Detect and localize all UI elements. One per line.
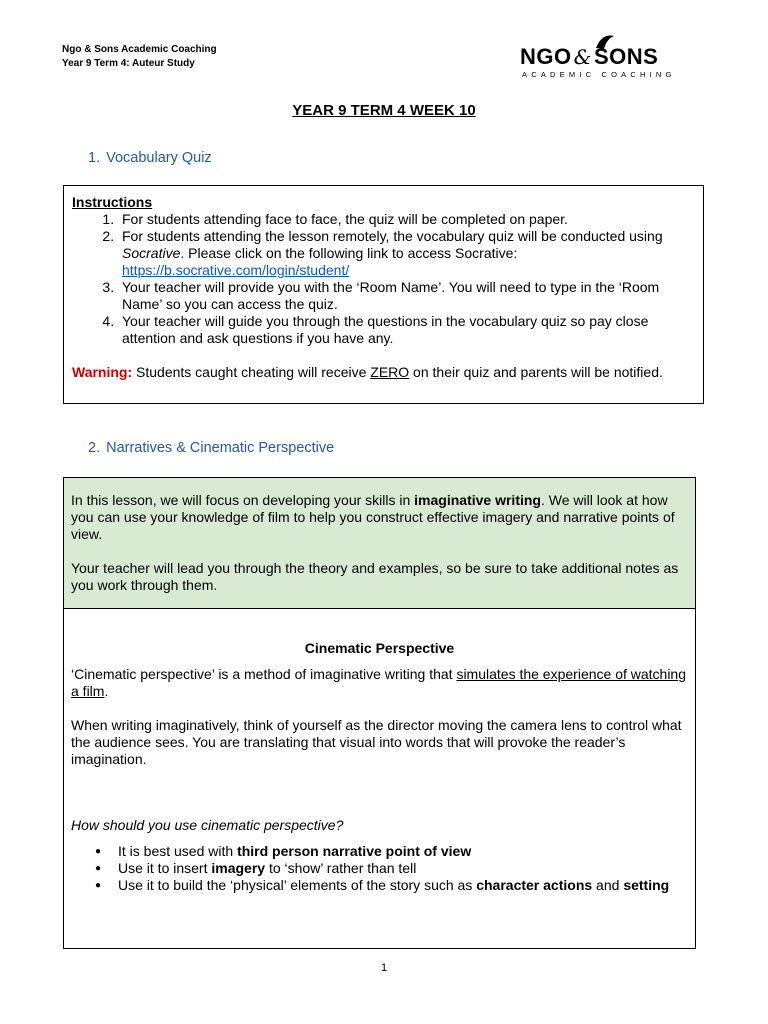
cinematic-perspective-content [64, 640, 695, 894]
list-item: 4. Your teacher will guide you through the questions in the vocabulary quiz so pay close attention and ask questions if you have any. [118, 313, 695, 347]
cp-definition: ‘Cinematic perspective’ is a method of imaginative writing that simulates the experience of watching a film. [71, 666, 687, 699]
section-1-heading: 1. Vocabulary Quiz [88, 150, 212, 166]
socrative-link[interactable]: https://b.socrative.com/login/student/ [122, 262, 350, 278]
cp-title: Cinematic Perspective [304, 640, 455, 656]
list-item: 3. Your teacher will provide you with the ‘Room Name’. You will need to type in the ‘Room Name’ so you can access the quiz. [118, 279, 695, 313]
ngo-sons-logo [520, 38, 690, 82]
logo-right-text: SONS [593, 44, 659, 69]
cp-paragraph-2: When writing imaginatively, think of yourself as the director moving the camera lens to control what the audience sees. You are translating that visual into words that will provoke the reader’s imagination. [71, 717, 682, 767]
intro-paragraph-2: Your teacher will lead you through the theory and examples, so be sure to take additional notes as you work through them. [71, 560, 679, 593]
page-title: YEAR 9 TERM 4 WEEK 10 [292, 102, 476, 119]
document-header [62, 43, 217, 71]
list-item: ● Use it to build the ‘physical’ elements of the story such as character actions and setting [118, 877, 688, 894]
logo-left-text: NGO [520, 44, 572, 69]
header-org: Ngo & Sons Academic Coaching [62, 44, 217, 55]
instructions-list [72, 211, 695, 347]
vocabulary-quiz-box [63, 185, 704, 404]
list-item: ● Use it to insert imagery to ‘show’ rather than tell [118, 860, 688, 877]
section-2-heading: 2. Narratives & Cinematic Perspective [88, 440, 335, 456]
logo-amp: & [573, 45, 592, 69]
lesson-intro-panel [64, 478, 695, 609]
cinematic-perspective-box [63, 477, 696, 949]
list-item: 2. For students attending the lesson remotely, the vocabulary quiz will be conducted using Socrative. Please click on the following link to access Socrative: https://b.socrative.com/login/student/ [118, 228, 695, 279]
list-item: ● It is best used with third person narrative point of view [118, 843, 688, 860]
page-number: 1 [380, 962, 388, 974]
cp-question: How should you use cinematic perspective? [71, 817, 344, 833]
header-course: Year 9 Term 4: Auteur Study [62, 58, 195, 69]
intro-paragraph: In this lesson, we will focus on developing your skills in imaginative writing. We will look at how you can use your knowledge of film to help you construct effective imagery and narrative points of view. [71, 492, 675, 542]
list-item: 1. For students attending face to face, the quiz will be completed on paper. [118, 211, 695, 228]
logo-subtitle: ACADEMIC COACHING [522, 70, 676, 79]
instructions-label: Instructions [72, 194, 153, 210]
warning-text: Warning: Students caught cheating will receive ZERO on their quiz and parents will be notified. [72, 364, 663, 380]
cp-bullet-list [71, 843, 688, 894]
logo-wordmark [520, 44, 658, 70]
